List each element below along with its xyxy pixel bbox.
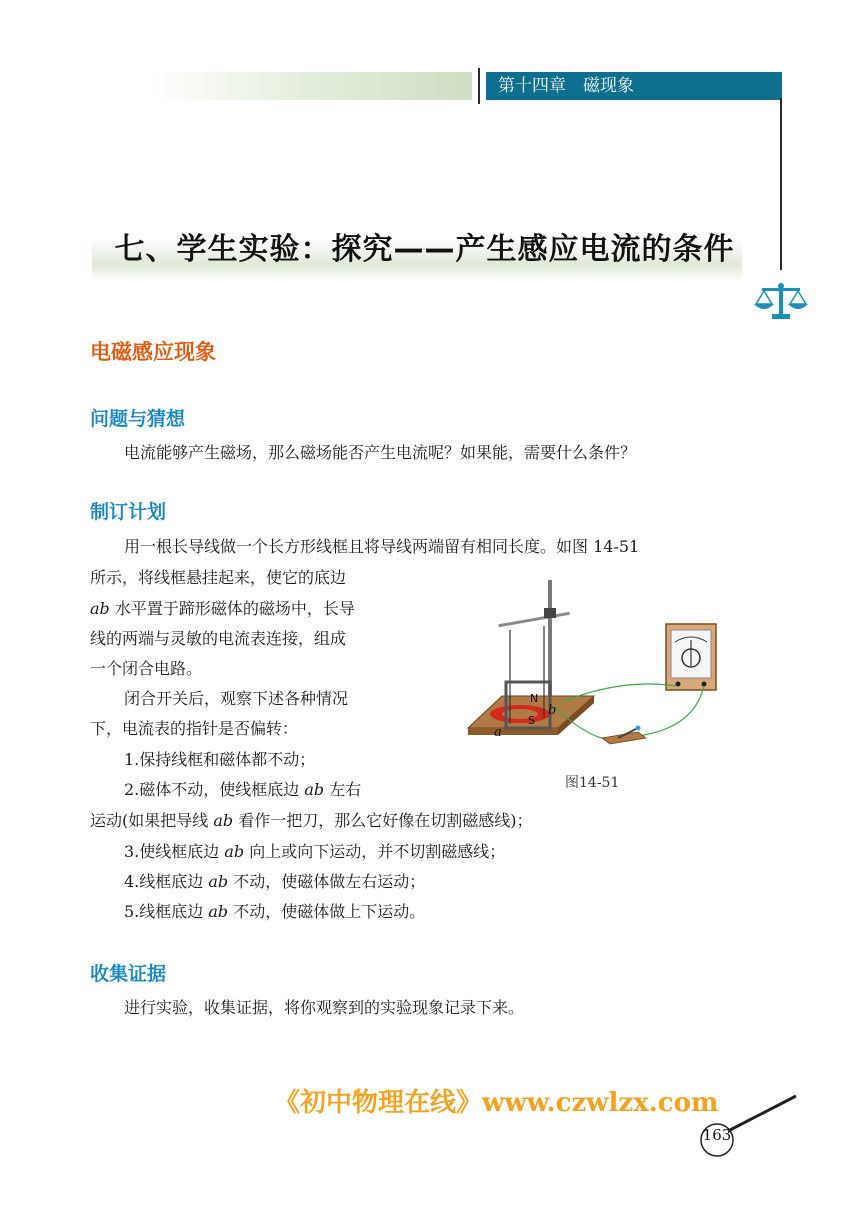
plan-item-2-continued — [90, 806, 532, 836]
magnet-n-label: N — [530, 692, 539, 705]
item5-text-a: 5.线框底边 — [124, 902, 209, 921]
plan-item-2 — [124, 775, 361, 805]
lead-wire-2 — [638, 686, 704, 736]
ab-italic: ab — [208, 902, 229, 921]
plan-item-5 — [124, 897, 425, 927]
ab-italic: ab — [90, 599, 110, 618]
plan-line-1: 用一根长导线做一个长方形线框且将导线两端留有相同长度。如图 14-51 — [124, 537, 640, 556]
item3-text-a: 3.使线框底边 — [124, 842, 225, 861]
magnet-s-label: S — [528, 714, 535, 727]
label-a: a — [494, 725, 502, 740]
watermark-text: 《初中物理在线》www.czwlzx.com — [274, 1088, 719, 1118]
item2-text-a: 2.磁体不动，使线框底边 — [124, 780, 305, 799]
stand-clamp — [544, 608, 556, 618]
balance-scale-icon — [752, 282, 810, 322]
plan-line-3-rest: 水平置于蹄形磁体的磁场中，长导 — [109, 599, 355, 618]
question-heading: 问题与猜想 — [90, 408, 186, 430]
item4-text-a: 4.线框底边 — [124, 872, 209, 891]
item5-text-b: 不动，使磁体做上下运动。 — [228, 902, 426, 921]
switch — [602, 732, 646, 744]
magnifier-icon — [696, 1092, 806, 1158]
item2-text-b: 左右 — [324, 780, 362, 799]
ab-italic: ab — [224, 842, 245, 861]
plan-item-4 — [124, 867, 425, 897]
ab-italic: ab — [213, 811, 234, 830]
page-number: 163 — [702, 1126, 732, 1144]
ab-italic: ab — [304, 780, 325, 799]
stand-arm — [498, 612, 569, 627]
plan-heading: 制订计划 — [90, 501, 167, 523]
plan-line-5: 一个闭合电路。 — [90, 659, 203, 678]
section-title: 电磁感应现象 — [90, 340, 216, 364]
plan-line-6: 闭合开关后，观察下述各种情况 — [124, 689, 349, 708]
chapter-label: 第十四章 磁现象 — [486, 72, 782, 100]
item2-cont-b: 看作一把刀，那么它好像在切割磁感线)； — [233, 811, 533, 830]
plan-line-2: 所示，将线框悬挂起来，使它的底边 — [90, 568, 347, 587]
page-title: 七、学生实验：探究——产生感应电流的条件 — [114, 232, 735, 267]
ab-italic: ab — [208, 872, 229, 891]
question-text: 电流能够产生磁场，那么磁场能否产生电流呢？如果能，需要什么条件？ — [124, 443, 637, 462]
plan-line-4: 线的两端与灵敏的电流表连接，组成 — [90, 629, 347, 648]
collect-heading: 收集证据 — [90, 963, 167, 985]
plan-item-3 — [124, 837, 505, 867]
plan-item-1: 1.保持线框和磁体都不动； — [124, 750, 316, 769]
item2-cont-a: 运动(如果把导线 — [90, 811, 214, 830]
item3-text-b: 向上或向下运动，并不切割磁感线； — [244, 842, 506, 861]
collect-text: 进行实验，收集证据，将你观察到的实验现象记录下来。 — [124, 998, 525, 1017]
experiment-figure — [462, 578, 724, 746]
label-b: b — [548, 703, 557, 718]
header-separator — [478, 68, 480, 104]
header-decoration — [150, 72, 472, 100]
plan-line-3 — [90, 594, 355, 624]
plan-line-7: 下，电流表的指针是否偏转： — [90, 719, 299, 738]
figure-caption: 图14-51 — [565, 775, 620, 791]
item4-text-b: 不动，使磁体做左右运动； — [228, 872, 426, 891]
